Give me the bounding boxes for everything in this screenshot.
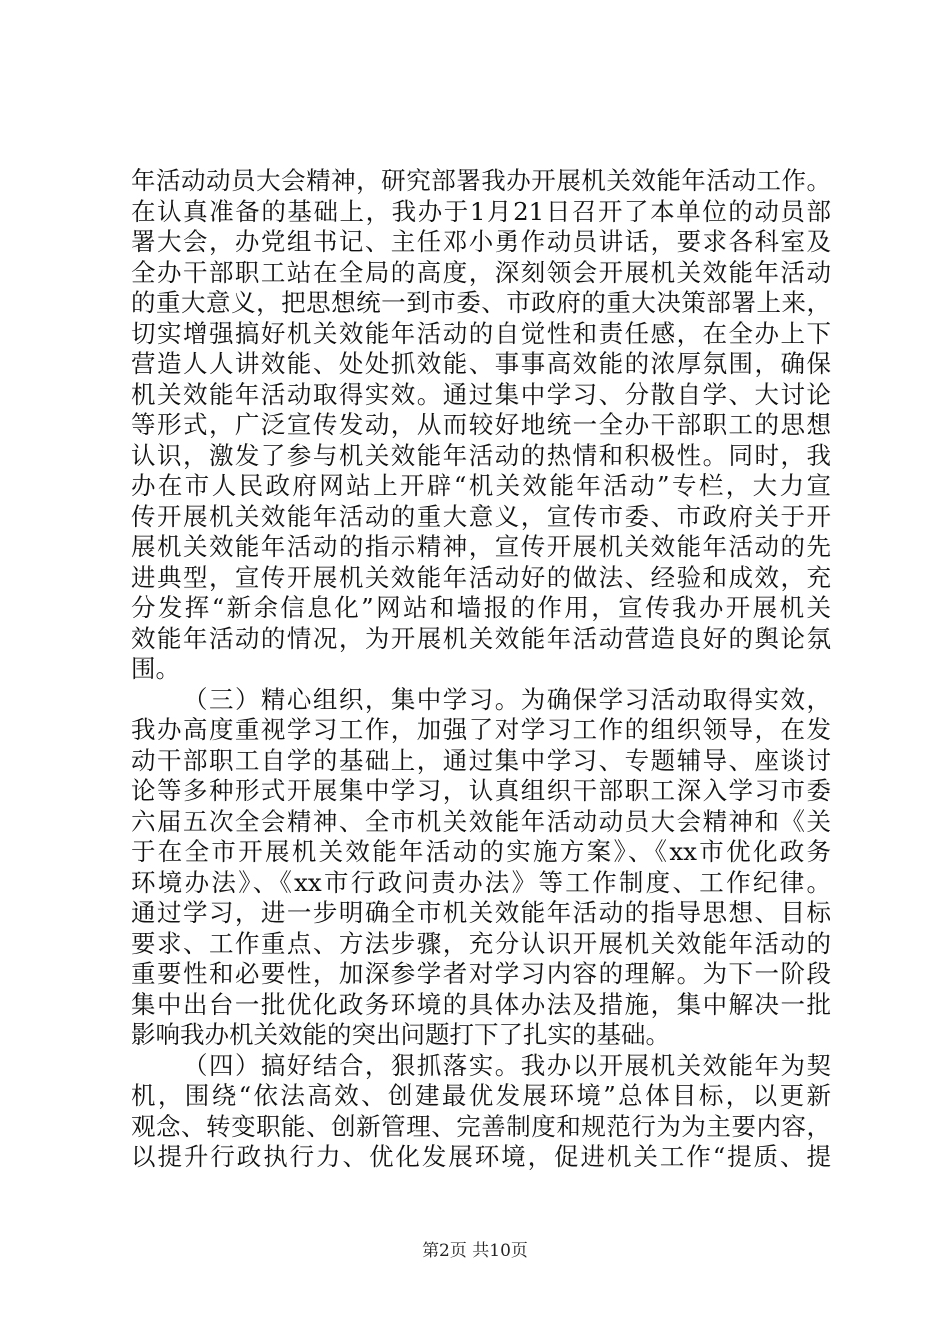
text-line: 要求、工作重点、方法步骤，充分认识开展机关效能年活动的 <box>131 928 831 958</box>
body-text <box>131 166 831 1173</box>
text-line: 观念、转变职能、创新管理、完善制度和规范行为为主要内容， <box>131 1111 831 1141</box>
text-line: 于在全市开展机关效能年活动的实施方案》、《xx市优化政务 <box>131 837 831 866</box>
text-line: 围。 <box>131 654 180 683</box>
text-line: 认识，激发了参与机关效能年活动的热情和积极性。同时，我 <box>131 440 831 470</box>
text-line: 影响我办机关效能的突出问题打下了扎实的基础。 <box>131 1020 670 1049</box>
text-line: 全办干部职工站在全局的高度，深刻领会开展机关效能年活动 <box>131 257 831 287</box>
text-line: 署大会，办党组书记、主任邓小勇作动员讲话，要求各科室及 <box>131 227 831 256</box>
text-line: 传开展机关效能年活动的重大意义，宣传市委、市政府关于开 <box>131 501 831 531</box>
text-line: 机关效能年活动取得实效。通过集中学习、分散自学、大讨论 <box>131 379 831 409</box>
section-heading-line: （三）精心组织，集中学习。为确保学习活动取得实效， <box>183 684 831 714</box>
text-line: 集中出台一批优化政务环境的具体办法及措施，集中解决一批 <box>131 989 831 1019</box>
text-line: 年活动动员大会精神，研究部署我办开展机关效能年活动工作。 <box>131 166 831 195</box>
text-line: 的重大意义，把思想统一到市委、市政府的重大决策部署上来， <box>131 288 831 317</box>
text-line: 我办高度重视学习工作，加强了对学习工作的组织领导，在发 <box>131 715 831 744</box>
text-line: 以提升行政执行力、优化发展环境，促进机关工作“提质、提 <box>131 1142 831 1171</box>
text-line: 机，围绕“依法高效、创建最优发展环境”总体目标，以更新 <box>131 1081 831 1110</box>
text-line: 在认真准备的基础上，我办于1月21日召开了本单位的动员部 <box>131 196 831 226</box>
text-line: 分发挥“新余信息化”网站和墙报的作用，宣传我办开展机关 <box>131 593 831 622</box>
text-line: 效能年活动的情况，为开展机关效能年活动营造良好的舆论氛 <box>131 623 831 653</box>
text-line: 进典型，宣传开展机关效能年活动好的做法、经验和成效，充 <box>131 562 831 592</box>
text-line: 论等多种形式开展集中学习，认真组织干部职工深入学习市委 <box>131 776 831 805</box>
text-line: 展机关效能年活动的指示精神，宣传开展机关效能年活动的先 <box>131 532 831 561</box>
text-line: 等形式，广泛宣传发动，从而较好地统一全办干部职工的思想 <box>131 410 831 439</box>
text-line: 切实增强搞好机关效能年活动的自觉性和责任感，在全办上下 <box>131 318 831 348</box>
text-line: 通过学习，进一步明确全市机关效能年活动的指导思想、目标 <box>131 898 831 927</box>
section-heading-line: （四）搞好结合，狠抓落实。我办以开展机关效能年为契 <box>183 1050 831 1080</box>
text-line: 动干部职工自学的基础上，通过集中学习、专题辅导、座谈讨 <box>131 745 831 775</box>
text-line: 营造人人讲效能、处处抓效能、事事高效能的浓厚氛围，确保 <box>131 349 831 378</box>
page-number-footer: 第2页 共10页 <box>422 1241 528 1261</box>
text-line: 六届五次全会精神、全市机关效能年活动动员大会精神和《关 <box>131 806 831 836</box>
text-line: 重要性和必要性，加深参学者对学习内容的理解。为下一阶段 <box>131 959 831 988</box>
text-line: 环境办法》、《xx市行政问责办法》等工作制度、工作纪律。 <box>131 867 831 897</box>
text-line: 办在市人民政府网站上开辟“机关效能年活动”专栏，大力宣 <box>131 471 831 500</box>
